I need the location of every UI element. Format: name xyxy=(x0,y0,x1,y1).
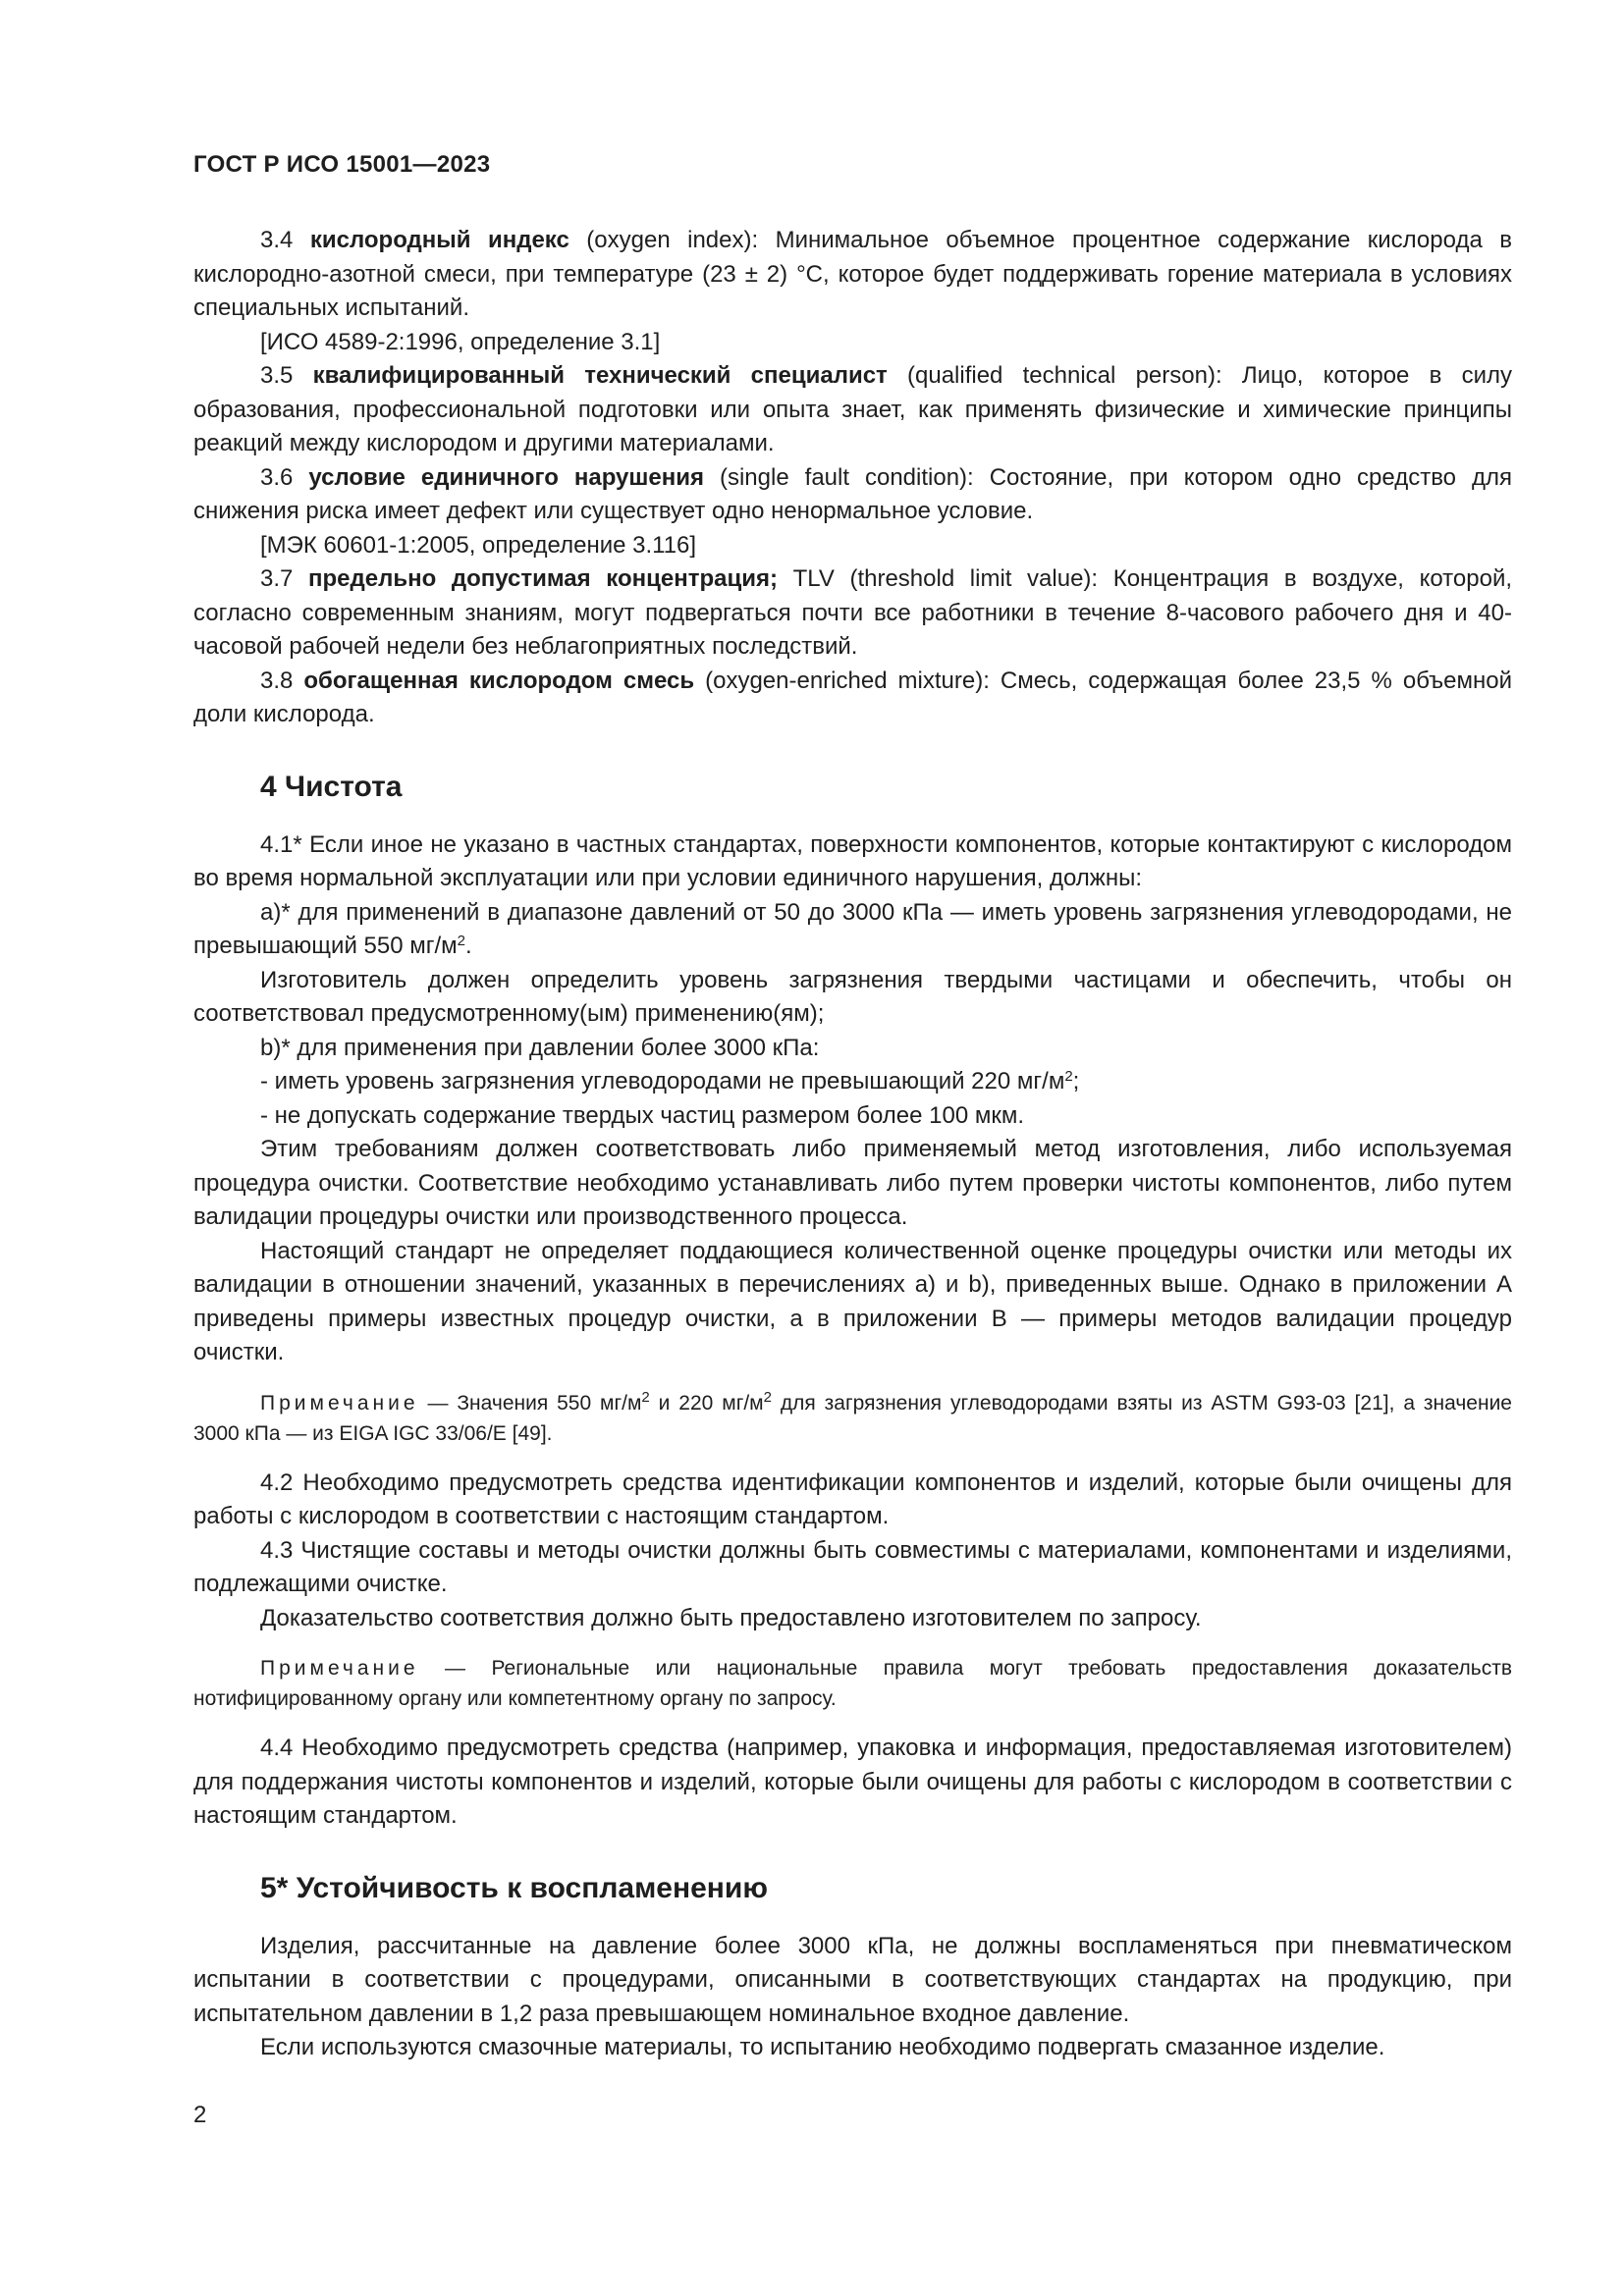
clause-number: 3.5 xyxy=(260,362,294,389)
definition-text: TLV (threshold limit value): Концентрация в воздухе, которой, согласно современным знаниям, могут подвергаться почти все работники в течение 8-часового рабочего дня и 40-часовой рабочей недели без неблагоприятных последствий. xyxy=(193,565,1513,660)
note-label: Примечание xyxy=(260,1657,419,1680)
term: условие единичного нарушения xyxy=(308,463,705,491)
clause-4-2: 4.2 Необходимо предусмотреть средства идентификации компонентов и изделий, которые были очищены для работы с кислородом в соответствии с настоящим стандартом. xyxy=(193,1468,1512,1529)
definition-text: (qualified technical person): Лицо, которое в силу образования, профессиональной подготовки или опыта знает, как применять физические и химические принципы реакций между кислородом и другими материалами. xyxy=(193,362,1512,456)
section-heading-5: 5* Устойчивость к воспламенению xyxy=(260,1871,768,1904)
dash-item-1: - иметь уровень загрязнения углеводородами не превышающий 220 $мг/м^2$; xyxy=(260,1068,1080,1095)
list-item-a: а)* для применений в диапазоне давлений от 50 до 3000 кПа — иметь уровень загрязнения углеводородами, не превышающий 550 $мг/м^2$. xyxy=(193,898,1512,959)
clause-4-1: 4.1* Если иное не указано в частных стандартах, поверхности компонентов, которые контактируют с кислородом во время нормальной эксплуатации или при условии единичного нарушения, должны: xyxy=(193,830,1512,891)
reference-3-4: [ИСО 4589-2:1996, определение 3.1] xyxy=(260,328,661,355)
definition-3-6 xyxy=(193,461,1512,529)
clause-number: 3.8 xyxy=(260,667,294,694)
definition-text: (oxygen index): Минимальное объемное процентное содержание кислорода в кислородно-азотной смеси, при температуре (23 ± 2) °С, которое будет поддерживать горение материала в условиях специальных испытаний. xyxy=(193,227,1512,321)
section-5-paragraph-1: Изделия, рассчитанные на давление более 3000 кПа, не должны воспламеняться при пневматическом испытании в соответствии с процедурами, описанными в соответствующих стандартах на продукцию, при испытательном давлении в 1,2 раза превышающем номинальное входное давление. xyxy=(193,1932,1512,2027)
section-heading-4: 4 Чистота xyxy=(260,770,403,803)
clause-4-4: 4.4 Необходимо предусмотреть средства (например, упаковка и информация, предоставляемая изготовителем) для поддержания чистоты компонентов и изделий, которые были очищены для работы с кислородом в соответствии с настоящим стандартом. xyxy=(193,1735,1512,1829)
note-2: Примечание — Региональные или национальные правила могут требовать предоставления доказательств нотифицированному органу или компетентному органу по запросу. xyxy=(193,1657,1512,1710)
term: кислородный индекс xyxy=(309,227,569,253)
term: квалифицированный технический специалист xyxy=(312,362,888,389)
clause-number: 3.4 xyxy=(260,227,294,253)
page-content xyxy=(193,224,1512,2065)
clause-4-3: 4.3 Чистящие составы и методы очистки должны быть совместимы с материалами, компонентами и изделиями, подлежащими очистке. xyxy=(193,1536,1512,1597)
note-1: Примечание — Значения 550 $мг/м^2$ и 220 $мг/м^2$ для загрязнения углеводородами взяты из ASTM G93-03 [21], а значение 3000 кПа — из EIGA IGC 33/06/E [49]. xyxy=(193,1388,1512,1445)
definition-3-7 xyxy=(193,562,1512,665)
term: предельно допустимая концентрация; xyxy=(308,565,778,592)
paragraph-methods: Этим требованиям должен соответствовать либо применяемый метод изготовления, либо используемая процедура очистки. Соответствие необходимо устанавливать либо путем проверки чистоты компонентов, либо путем валидации процедуры очистки или производственного процесса. xyxy=(193,1136,1512,1230)
definition-text: (single fault condition): Состояние, при котором одно средство для снижения риска имеет дефект или существует одно ненормальное условие. xyxy=(193,463,1512,524)
reference-3-6: [МЭК 60601-1:2005, определение 3.116] xyxy=(260,531,697,559)
dash-item-2: - не допускать содержание твердых частиц размером более 100 мкм. xyxy=(260,1101,1025,1129)
paragraph-evidence: Доказательство соответствия должно быть предоставлено изготовителем по запросу. xyxy=(260,1604,1202,1631)
section-5-paragraph-2: Если используются смазочные материалы, то испытанию необходимо подвергать смазанное изделие. xyxy=(260,2034,1385,2060)
definition-3-8 xyxy=(193,665,1512,732)
definition-3-5 xyxy=(193,359,1512,461)
term: обогащенная кислородом смесь xyxy=(303,667,695,694)
clause-number: 3.7 xyxy=(260,565,294,592)
note-label: Примечание xyxy=(260,1391,419,1415)
definition-text: (oxygen-enriched mixture): Смесь, содержащая более 23,5 % объемной доли кислорода. xyxy=(193,667,1513,727)
list-item-b: b)* для применения при давлении более 3000 кПа: xyxy=(260,1034,820,1061)
paragraph-standard: Настоящий стандарт не определяет поддающиеся количественной оценке процедуры очистки или методы их валидации в отношении значений, указанных в перечислениях а) и b), приведенных выше. Однако в приложении А приведены примеры известных процедур очистки, а в приложении В — примеры методов валидации процедур очистки. xyxy=(193,1237,1512,1365)
paragraph-particles: Изготовитель должен определить уровень загрязнения твердыми частицами и обеспечить, чтобы он соответствовал предусмотренному(ым) применению(ям); xyxy=(193,966,1512,1027)
clause-number: 3.6 xyxy=(260,463,294,491)
page-number: 2 xyxy=(193,2102,207,2128)
document-header: ГОСТ Р ИСО 15001—2023 xyxy=(193,151,491,178)
definition-3-4 xyxy=(193,224,1512,326)
